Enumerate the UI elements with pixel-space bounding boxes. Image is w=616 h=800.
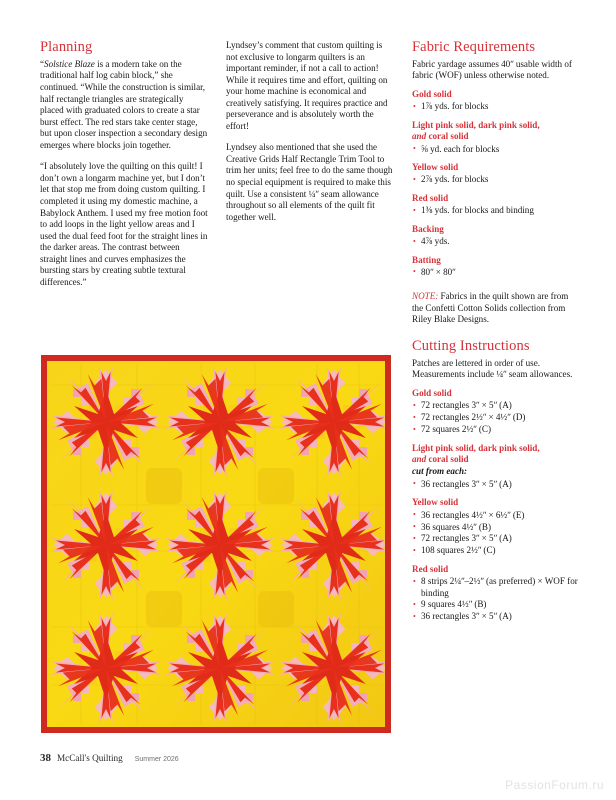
- cutting-group-label-red: Red solid: [412, 563, 449, 574]
- solstice-blaze-quilt-photo: [41, 355, 391, 733]
- cutting-group-items-gold: [412, 400, 580, 435]
- note-text: Fabrics in the quilt shown are from the Confetti Cotton Solids collection from Riley Blake Designs.: [412, 291, 569, 325]
- list-item: • ⅝ yd. each for blocks: [412, 144, 580, 155]
- list-item: • 72 rectangles 2½ʺ × 4½ʺ (D): [412, 412, 580, 423]
- label-part-coral: coral solid: [428, 131, 469, 142]
- list-item: • 72 rectangles 3ʺ × 5ʺ (A): [412, 400, 580, 411]
- fabric-requirements-heading: Fabric Requirements: [412, 39, 536, 55]
- middle-paragraph-2: Lyndsey also mentioned that she used the Creative Grids Half Rectangle Trim Tool to trim her units; feel free to do the same though no special equipment is required to make this quilt. Use a consistent ¼ʺ seam allowance throughout so all elements of the quilt fit together well.: [226, 142, 393, 222]
- planning-paragraph-1: “Solstice Blaze is a modern take on the traditional half log cabin block,” she continued. “While the construction is similar, half rectangle triangles are strategically placed with graduated colors to create a star burst effect. The red stars take center stage, but upon closer inspection a secondary design emerges where blocks join together.: [40, 58, 208, 150]
- label-part-and: and: [412, 454, 427, 465]
- cutting-group-subnote: cut from each:: [412, 466, 468, 477]
- fabric-group-items-gold: [412, 101, 580, 112]
- list-item: • 2⅞ yds. for blocks: [412, 174, 580, 185]
- planning-heading: Planning: [40, 39, 93, 55]
- list-item: • 8 strips 2¼ʺ–2½ʺ (as preferred) × WOF for binding: [412, 576, 580, 599]
- note-lead: NOTE:: [412, 291, 439, 302]
- page-number: 38: [40, 752, 51, 764]
- label-part: Light pink solid, dark pink solid,: [412, 119, 540, 130]
- list-item: • 9 squares 4½ʺ (B): [412, 599, 580, 610]
- watermark: PassionForum.ru: [505, 778, 604, 792]
- fabric-group-items-red: [412, 205, 580, 216]
- fabric-group-label-pinks: [412, 120, 580, 143]
- cutting-group-label-pinks: [412, 443, 580, 466]
- list-item: • 36 squares 4½ʺ (B): [412, 522, 580, 533]
- fabric-group-items-pinks: [412, 144, 580, 155]
- list-item: • 36 rectangles 4½ʺ × 6½ʺ (E): [412, 510, 580, 521]
- fabric-group-label-yellow: Yellow solid: [412, 162, 459, 173]
- fabric-group-label-backing: Backing: [412, 223, 444, 234]
- label-part: Light pink solid, dark pink solid,: [412, 442, 540, 453]
- list-item: • 4⅞ yds.: [412, 236, 580, 247]
- cutting-instructions-intro: Patches are lettered in order of use. Measurements include ¼ʺ seam allowances.: [412, 357, 573, 380]
- cutting-instructions-heading: Cutting Instructions: [412, 337, 530, 354]
- cutting-group-label-gold: Gold solid: [412, 387, 452, 398]
- fabric-group-label-red: Red solid: [412, 192, 449, 203]
- list-item: • 72 rectangles 3ʺ × 5ʺ (A): [412, 533, 580, 544]
- planning-paragraph-2: “I absolutely love the quilting on this quilt! I don’t own a longarm machine yet, but I don’t let that stop me from doing custom quilting. I completed it using my domestic machine, a Babylock Anthem. I used my free motion foot to add loops in the light yellow areas and I used the dual feed foot for the straight lines in the darker areas. The contrast between straight lines and curves emphasizes the bursting stars by creating subtle textural differences.”: [40, 161, 208, 287]
- cutting-group-items-red: [412, 576, 580, 623]
- page-footer: [40, 752, 179, 764]
- quilt-blocks: [51, 367, 388, 722]
- planning-paragraph-1-rest: is a modern take on the traditional half log cabin block,” she continued. “While the construction is similar, half rectangle triangles are strategically placed with graduated colors to create a star burst effect. The red stars take center stage, but upon closer inspection a secondary design emerges where blocks join together.: [40, 58, 208, 150]
- cutting-group-label-yellow: Yellow solid: [412, 497, 459, 508]
- middle-paragraph-1: Lyndsey’s comment that custom quilting is not exclusive to longarm quilters is an important reminder, if not a call to action! While it requires time and effort, quilting on your home machine is economical and creatively satisfying. It requires practice and perseverance and is absolutely worth the effort!: [226, 40, 388, 131]
- column-right: [412, 40, 580, 623]
- fabric-group-items-yellow: [412, 174, 580, 185]
- list-item: • 80ʺ × 80ʺ: [412, 267, 580, 278]
- fabric-group-items-backing: [412, 236, 580, 247]
- cutting-group-items-pinks: [412, 479, 580, 490]
- magazine-title: McCall's Quilting: [57, 753, 123, 763]
- cutting-group-items-yellow: [412, 510, 580, 557]
- list-item: • 1⅜ yds. for blocks and binding: [412, 205, 580, 216]
- fabric-note: [412, 291, 580, 326]
- list-item: • 36 rectangles 3ʺ × 5ʺ (A): [412, 479, 580, 490]
- fabric-requirements-intro: Fabric yardage assumes 40ʺ usable width of fabric (WOF) unless otherwise noted.: [412, 58, 572, 81]
- quilt-illustration: [41, 355, 391, 733]
- list-item: • 36 rectangles 3ʺ × 5ʺ (A): [412, 611, 580, 622]
- list-item: • 72 squares 2½ʺ (C): [412, 424, 580, 435]
- list-item: • 108 squares 2½ʺ (C): [412, 545, 580, 556]
- issue-label: Summer 2026: [134, 756, 179, 763]
- fabric-group-items-batting: [412, 267, 580, 278]
- label-part-and: and: [412, 131, 427, 142]
- quilt-name-italic: Solstice Blaze: [44, 58, 95, 69]
- fabric-group-label-gold: Gold solid: [412, 89, 452, 100]
- fabric-group-label-batting: Batting: [412, 254, 441, 265]
- label-part-coral: coral solid: [428, 454, 469, 465]
- list-item: • 1⅞ yds. for blocks: [412, 101, 580, 112]
